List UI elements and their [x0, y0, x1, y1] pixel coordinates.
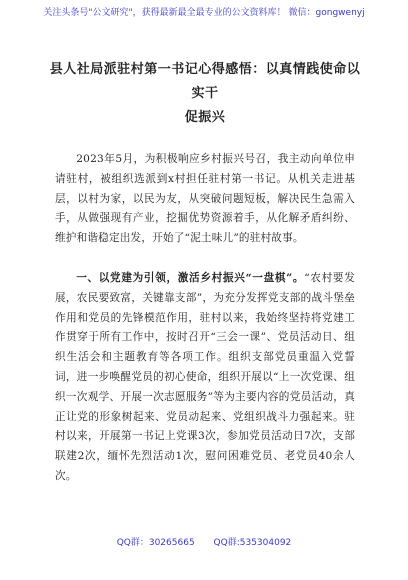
paragraph-intro: 2023年5月，为积极响应乡村振兴号召，我主动向单位申请驻村，被组织选派到x村担任驻村第一书记。从机关走进基层，以村为家，以民为友，从突破问题短板，解决民生急需入手，从做强现有产业，挖掘优势资源着手，从化解矛盾纠纷、维护和谐稳定出发，开始了“泥土味儿”的驻村故事。 [55, 153, 355, 245]
title-line-1: 县人社局派驻村第一书记心得感悟：以真情践使命以实干 [49, 62, 361, 101]
paragraph-section-1 [55, 269, 355, 487]
section-body: “农村要发展，农民要致富，关键靠支部”，为充分发挥党支部的战斗堡垒作用和党员的先锋模范作用，驻村以来，我始终坚持将党建工作贯穿于所有工作中，按时召开“三会一课”、党员活动日、组织生活会和主题教育等各项工作。组织支部党员重温入党誓词，进一步唤醒党员的初心使命，组织开展以“上一次党课、组织一次观学、开展一次志愿服务”等为主要内容的党员活动，真正让党的形象树起来、党员动起来、党组织战斗力强起来。驻村以来，开展第一书记上党课3次，参加党员活动日7次，支部联建2次，缅怀先烈活动1次，慰问困难党员、老党员40余人次。 [55, 271, 355, 482]
document-title [44, 58, 366, 130]
qq-group-1: QQ群：30265665 [116, 538, 195, 548]
document-body [55, 150, 355, 487]
top-banner [0, 6, 408, 50]
qq-group-2: QQ群:535304092 [213, 538, 292, 548]
banner-text: 关注头条号"公文研究"，获得最新最全最专业的公文资料库！ 微信：gongwenyj [43, 8, 365, 18]
title-line-2: 促振兴 [184, 110, 226, 125]
footer-contact [0, 535, 408, 549]
section-heading: 一、以党建为引领，激活乡村振兴“一盘棋”。 [76, 271, 305, 284]
